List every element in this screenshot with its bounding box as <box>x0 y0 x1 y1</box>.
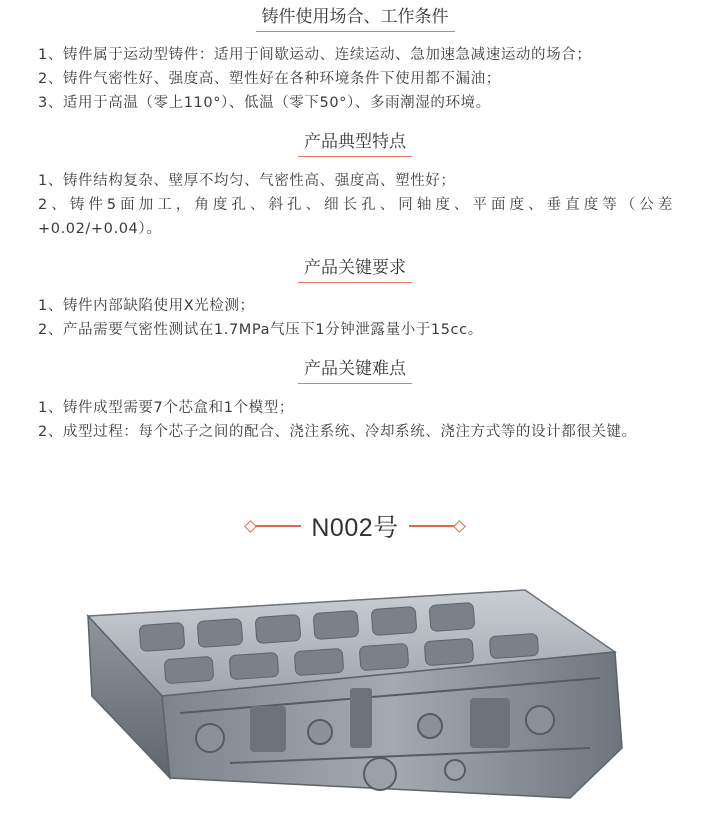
model-code: N002号 <box>311 514 399 542</box>
list-item: 1、铸件结构复杂、壁厚不均匀、气密性高、强度高、塑性好； <box>38 173 456 189</box>
section-title-typical-features: 产品典型特点 <box>0 131 710 157</box>
list-item: 3、适用于高温（零上110°）、低温（零下50°）、多雨潮湿的环境。 <box>38 95 491 111</box>
section-title-key-requirements: 产品关键要求 <box>0 257 710 283</box>
list-item: 2、产品需要气密性测试在1.7MPa气压下1分钟泄露量小于15cc。 <box>38 322 483 338</box>
list-item: 2、成型过程：每个芯子之间的配合、浇注系统、冷却系统、浇注方式等的设计都很关键。 <box>38 424 637 440</box>
section-body-key-requirements <box>38 294 673 342</box>
diamond-icon <box>453 520 466 533</box>
model-heading <box>0 508 710 544</box>
list-item: 1、铸件属于运动型铸件：适用于间歇运动、连续运动、急加速急减速运动的场合； <box>38 47 592 63</box>
list-item: 1、铸件内部缺陷使用X光检测； <box>38 298 255 314</box>
list-item: 2、铸件气密性好、强度高、塑性好在各种环境条件下使用都不漏油； <box>38 71 501 87</box>
list-item: 1、铸件成型需要7个芯盒和1个模型； <box>38 400 294 416</box>
section-body-working-conditions <box>38 43 673 115</box>
right-ornament <box>409 522 464 531</box>
section-title-working-conditions: 铸件使用场合、工作条件 <box>0 6 710 32</box>
section-body-key-difficulties <box>38 396 673 444</box>
left-ornament <box>246 522 301 531</box>
diamond-icon <box>244 520 257 533</box>
cylinder-head-casting-image <box>70 578 640 827</box>
section-title-key-difficulties: 产品关键难点 <box>0 358 710 384</box>
list-item: 2、铸件5面加工，角度孔、斜孔、细长孔、同轴度、平面度、垂直度等（公差+0.02/+0.04）。 <box>38 197 673 237</box>
section-body-typical-features <box>38 169 673 241</box>
